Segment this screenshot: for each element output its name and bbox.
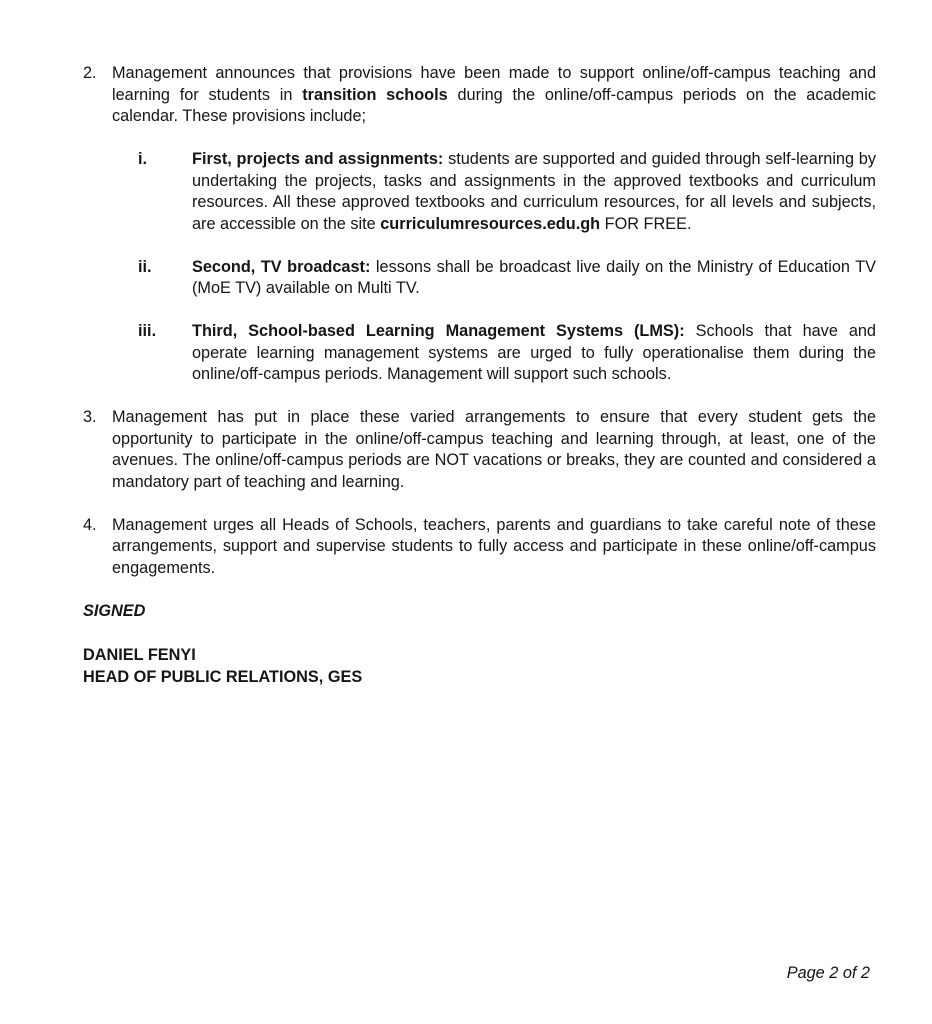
list-item-3-text: Management has put in place these varied arrangements to ensure that every student gets the opportunity to participate in the online/off-campus teaching and learning through, at least, one of the avenues. The online/off-campus periods are NOT vacations or breaks, they are counted and considered a mandatory part of teaching and learning.	[112, 408, 876, 491]
sub-item-i-text: First, projects and assignments: students are supported and guided through self-learning by undertaking the projects, tasks and assignments in the approved textbooks and curriculum resources. All these approved textbooks and curriculum resources, for all levels and subjects, are accessible on the site curriculumresources.edu.gh FOR FREE.	[192, 150, 876, 233]
document-body	[83, 63, 876, 688]
list-item-2-text: Management announces that provisions have been made to support online/off-campus teaching and learning for students in transition schools during the online/off-campus periods on the academic calendar. These provisions include;	[112, 64, 876, 125]
sub-item-ii-number: ii.	[138, 257, 152, 276]
signed-label: SIGNED	[83, 601, 146, 620]
sub-item-i	[138, 149, 876, 235]
list-item-4-number: 4.	[83, 515, 97, 534]
sub-item-iii	[138, 321, 876, 386]
sub-item-ii-text: Second, TV broadcast: lessons shall be broadcast live daily on the Ministry of Education TV (MoE TV) available on Multi TV.	[192, 257, 876, 297]
list-item-4	[83, 515, 876, 580]
list-item-4-text: Management urges all Heads of Schools, teachers, parents and guardians to take careful note of these arrangements, support and supervise students to fully access and participate in these online/off-campus engagements.	[112, 515, 876, 577]
sub-item-iii-number: iii.	[138, 322, 157, 340]
sub-item-i-number: i.	[138, 150, 148, 168]
list-item-3-number: 3.	[83, 408, 97, 426]
page-number: Page 2 of 2	[786, 964, 870, 982]
list-item-2	[83, 63, 876, 128]
sub-item-iii-text: Third, School-based Learning Management Systems (LMS): Schools that have and operate learning management systems are urged to fully operationalise them during the online/off-campus periods. Management will support such schools.	[192, 322, 876, 383]
signatory-name: DANIEL FENYI	[83, 646, 196, 664]
signatory-title: HEAD OF PUBLIC RELATIONS, GES	[83, 667, 363, 686]
sub-item-ii	[138, 257, 876, 300]
list-item-3	[83, 407, 876, 493]
list-item-2-number: 2.	[83, 64, 97, 82]
